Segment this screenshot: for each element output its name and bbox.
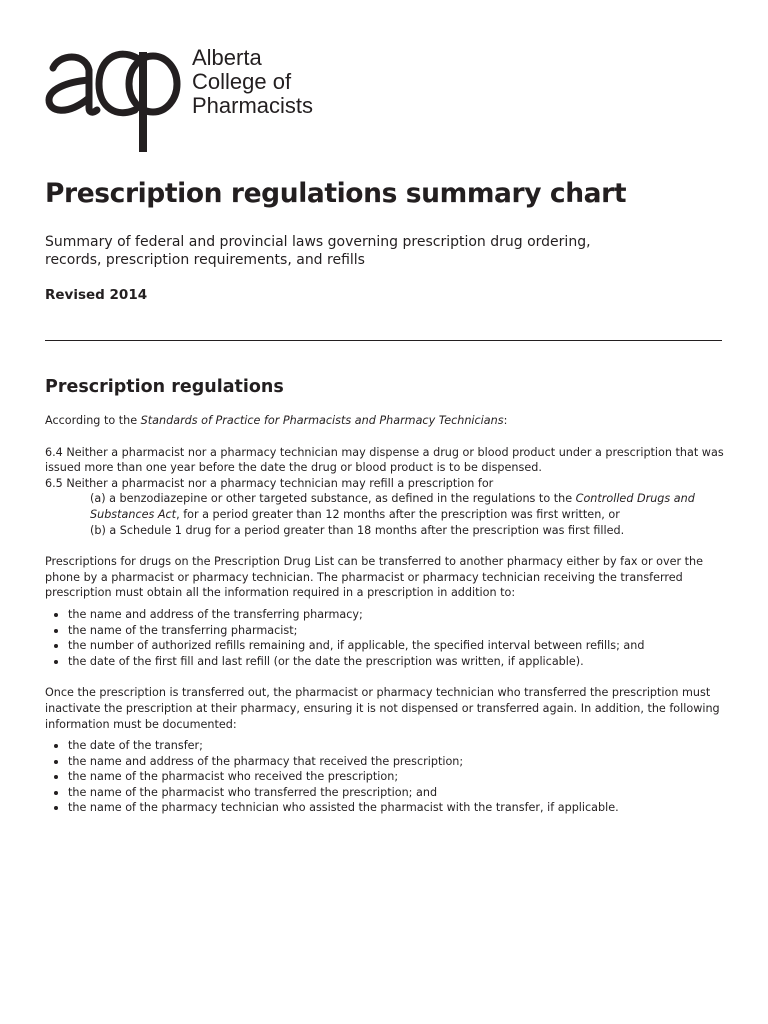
- subtitle: Summary of federal and provincial laws governing prescription drug ordering, records, prescription requirements, and refills: [45, 234, 591, 268]
- standard-6-5: 6.5 Neither a pharmacist nor a pharmacy technician may refill a prescription for: [45, 476, 494, 490]
- intro-prefix: According to the: [45, 414, 141, 427]
- transfer-requirements-list: [45, 607, 725, 669]
- act-title: Controlled Drugs and Substances Act: [90, 492, 695, 521]
- divider: [45, 340, 722, 341]
- transfer-paragraph: Prescriptions for drugs on the Prescription Drug List can be transferred to another pharmacy either by fax or over the phone by a pharmacist or pharmacy technician. The pharmacist or pharmacy technician receiving the transferred prescription must obtain all the information required in a prescription in addition to:: [45, 555, 703, 600]
- logo-line-3: Pharmacists: [192, 93, 314, 118]
- transferred-out-paragraph: Once the prescription is transferred out, the pharmacist or pharmacy technician who transferred the prescription must inactivate the prescription at their pharmacy, ensuring it is not dispensed or transferred again. In addition, the following information must be documented:: [45, 686, 720, 731]
- intro-paragraph: [45, 413, 725, 429]
- list-item: the name of the transferring pharmacist;: [45, 623, 725, 639]
- list-item: the name of the pharmacist who received the prescription;: [45, 769, 725, 785]
- list-item: the number of authorized refills remaining and, if applicable, the specified interval between refills; and: [45, 638, 725, 654]
- documentation-list: [45, 738, 725, 816]
- list-item: the name of the pharmacy technician who assisted the pharmacist with the transfer, if applicable.: [45, 800, 725, 816]
- document-body: [45, 413, 725, 832]
- clause-a-suffix: , for a period greater than 12 months after the prescription was first written, or: [176, 507, 620, 521]
- logo-line-2: College of: [192, 69, 292, 94]
- list-item: the name and address of the transferring pharmacy;: [45, 607, 725, 623]
- standard-6-5-clauses: [90, 491, 725, 538]
- standards-title: Standards of Practice for Pharmacists and Pharmacy Technicians: [140, 414, 504, 427]
- intro-suffix: :: [503, 414, 508, 427]
- logo-text: [192, 46, 313, 118]
- clause-b: (b) a Schedule 1 drug for a period greater than 18 months after the prescription was first filled.: [90, 523, 625, 537]
- list-item: the name of the pharmacist who transferred the prescription; and: [45, 785, 725, 801]
- acp-monogram-icon: [45, 46, 185, 154]
- acp-logo: [45, 46, 345, 154]
- logo-line-1: Alberta: [192, 45, 262, 70]
- page-title: Prescription regulations summary chart: [45, 178, 627, 209]
- list-item: the name and address of the pharmacy that received the prescription;: [45, 754, 725, 770]
- standard-6-4: 6.4 Neither a pharmacist nor a pharmacy technician may dispense a drug or blood product under a prescription that was issued more than one year before the date the drug or blood product is to be dispensed.: [45, 445, 724, 475]
- section-heading: Prescription regulations: [45, 377, 284, 397]
- revised-date: Revised 2014: [45, 287, 148, 303]
- list-item: the date of the transfer;: [45, 738, 725, 754]
- clause-a: [90, 491, 725, 522]
- list-item: the date of the first fill and last refill (or the date the prescription was written, if applicable).: [45, 654, 725, 670]
- clause-a-prefix: (a) a benzodiazepine or other targeted substance, as defined in the regulations to the: [90, 492, 576, 506]
